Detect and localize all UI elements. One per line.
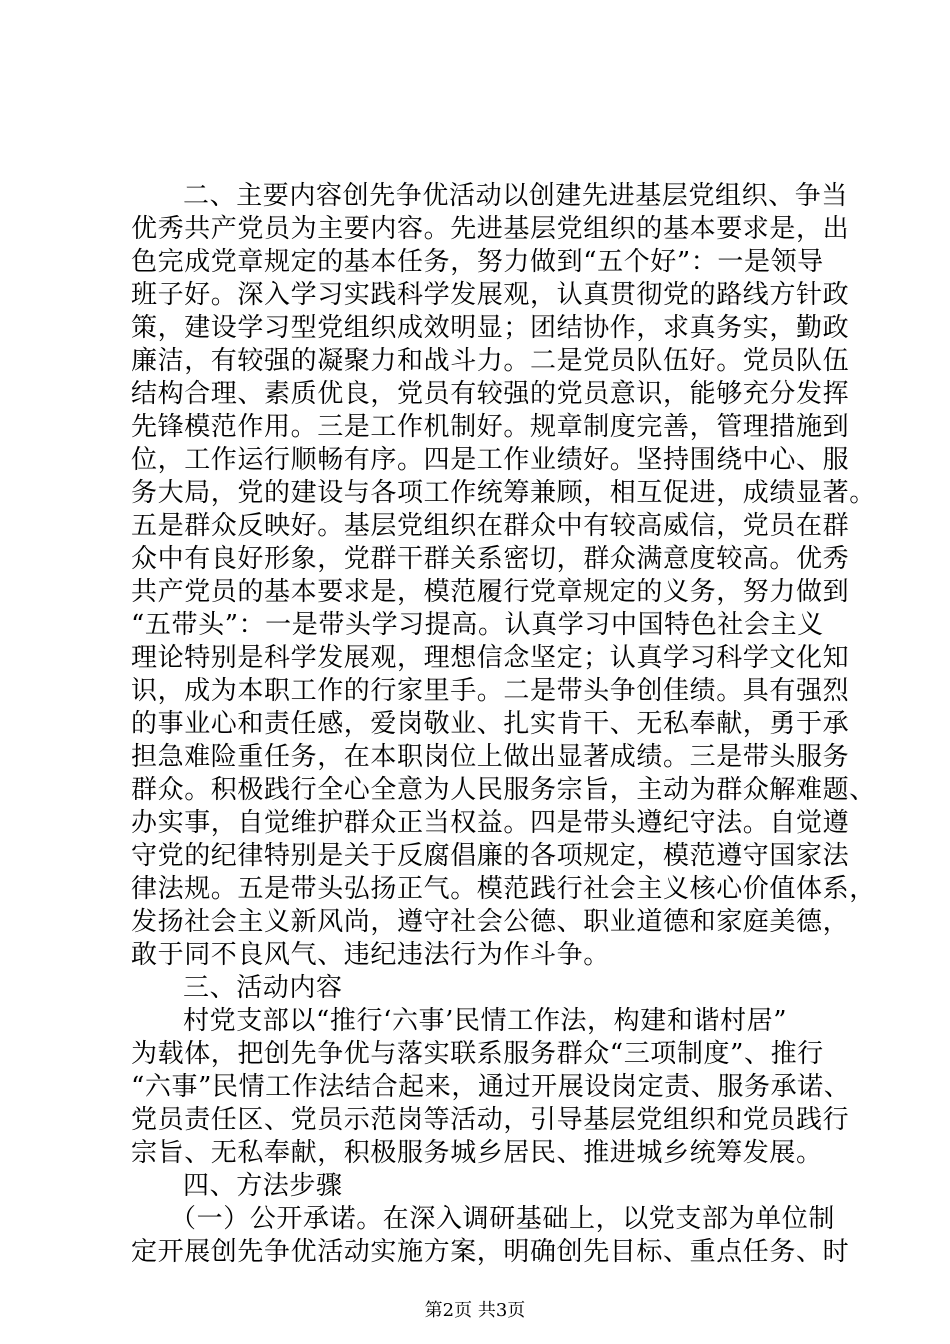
paragraph-line: 办实事，自觉维护群众正当权益。四是带头遵纪守法。自觉遵: [131, 808, 850, 838]
paragraph-line: 务大局，党的建设与各项工作统筹兼顾，相互促进，成绩显著。: [131, 478, 876, 508]
paragraph-line: 位，工作运行顺畅有序。四是工作业绩好。坚持围绕中心、服: [131, 445, 850, 475]
paragraph-line: 结构合理、素质优良，党员有较强的党员意识，能够充分发挥: [131, 379, 850, 409]
paragraph-line: 律法规。五是带头弘扬正气。模范践行社会主义核心价值体系，: [131, 874, 876, 904]
paragraph-line: 廉洁，有较强的凝聚力和战斗力。二是党员队伍好。党员队伍: [131, 346, 850, 376]
page-footer: 第2页 共3页: [424, 1300, 526, 1321]
paragraph-line: 为载体，把创先争优与落实联系服务群众“三项制度”、推行: [131, 1039, 824, 1069]
paragraph-line: 识，成为本职工作的行家里手。二是带头争创佳绩。具有强烈: [131, 676, 850, 706]
paragraph-line: 发扬社会主义新风尚，遵守社会公德、职业道德和家庭美德，: [131, 907, 850, 937]
paragraph-line: 理论特别是科学发展观，理想信念坚定；认真学习科学文化知: [131, 643, 850, 673]
paragraph-line: 色完成党章规定的基本任务，努力做到“五个好”：一是领导: [131, 247, 824, 277]
paragraph-line: 共产党员的基本要求是，模范履行党章规定的义务，努力做到: [131, 577, 850, 607]
section-heading: 四、方法步骤: [183, 1171, 343, 1201]
paragraph-line: （一）公开承诺。在深入调研基础上，以党支部为单位制: [170, 1204, 836, 1234]
paragraph-line: 群众。积极践行全心全意为人民服务宗旨，主动为群众解难题、: [131, 775, 876, 805]
paragraph-line: 班子好。深入学习实践科学发展观，认真贯彻党的路线方针政: [131, 280, 850, 310]
paragraph-line: 定开展创先争优活动实施方案，明确创先目标、重点任务、时: [131, 1237, 850, 1267]
paragraph-line: 五是群众反映好。基层党组织在群众中有较高威信，党员在群: [131, 511, 850, 541]
paragraph-line: 先锋模范作用。三是工作机制好。规章制度完善，管理措施到: [131, 412, 850, 442]
paragraph-line: 策，建设学习型党组织成效明显；团结协作，求真务实，勤政: [131, 313, 850, 343]
paragraph-line: 党员责任区、党员示范岗等活动，引导基层党组织和党员践行: [131, 1105, 850, 1135]
paragraph-line: “五带头”：一是带头学习提高。认真学习中国特色社会主义: [131, 610, 824, 640]
section-heading: 三、活动内容: [183, 973, 343, 1003]
paragraph-line: 敢于同不良风气、违纪违法行为作斗争。: [131, 940, 610, 970]
paragraph-line: 优秀共产党员为主要内容。先进基层党组织的基本要求是，出: [131, 214, 850, 244]
paragraph-line: “六事”民情工作法结合起来，通过开展设岗定责、服务承诺、: [131, 1072, 851, 1102]
paragraph-line: 的事业心和责任感，爱岗敬业、扎实肯干、无私奉献，勇于承: [131, 709, 850, 739]
paragraph-line: 众中有良好形象，党群干群关系密切，群众满意度较高。优秀: [131, 544, 850, 574]
paragraph-line: 守党的纪律特别是关于反腐倡廉的各项规定，模范遵守国家法: [131, 841, 850, 871]
paragraph-line: 宗旨、无私奉献，积极服务城乡居民、推进城乡统筹发展。: [131, 1138, 823, 1168]
paragraph-line: 村党支部以“推行‘六事’民情工作法，构建和谐村居”: [183, 1006, 788, 1036]
paragraph-line: 二、主要内容创先争优活动以创建先进基层党组织、争当: [183, 181, 849, 211]
paragraph-line: 担急难险重任务，在本职岗位上做出显著成绩。三是带头服务: [131, 742, 850, 772]
